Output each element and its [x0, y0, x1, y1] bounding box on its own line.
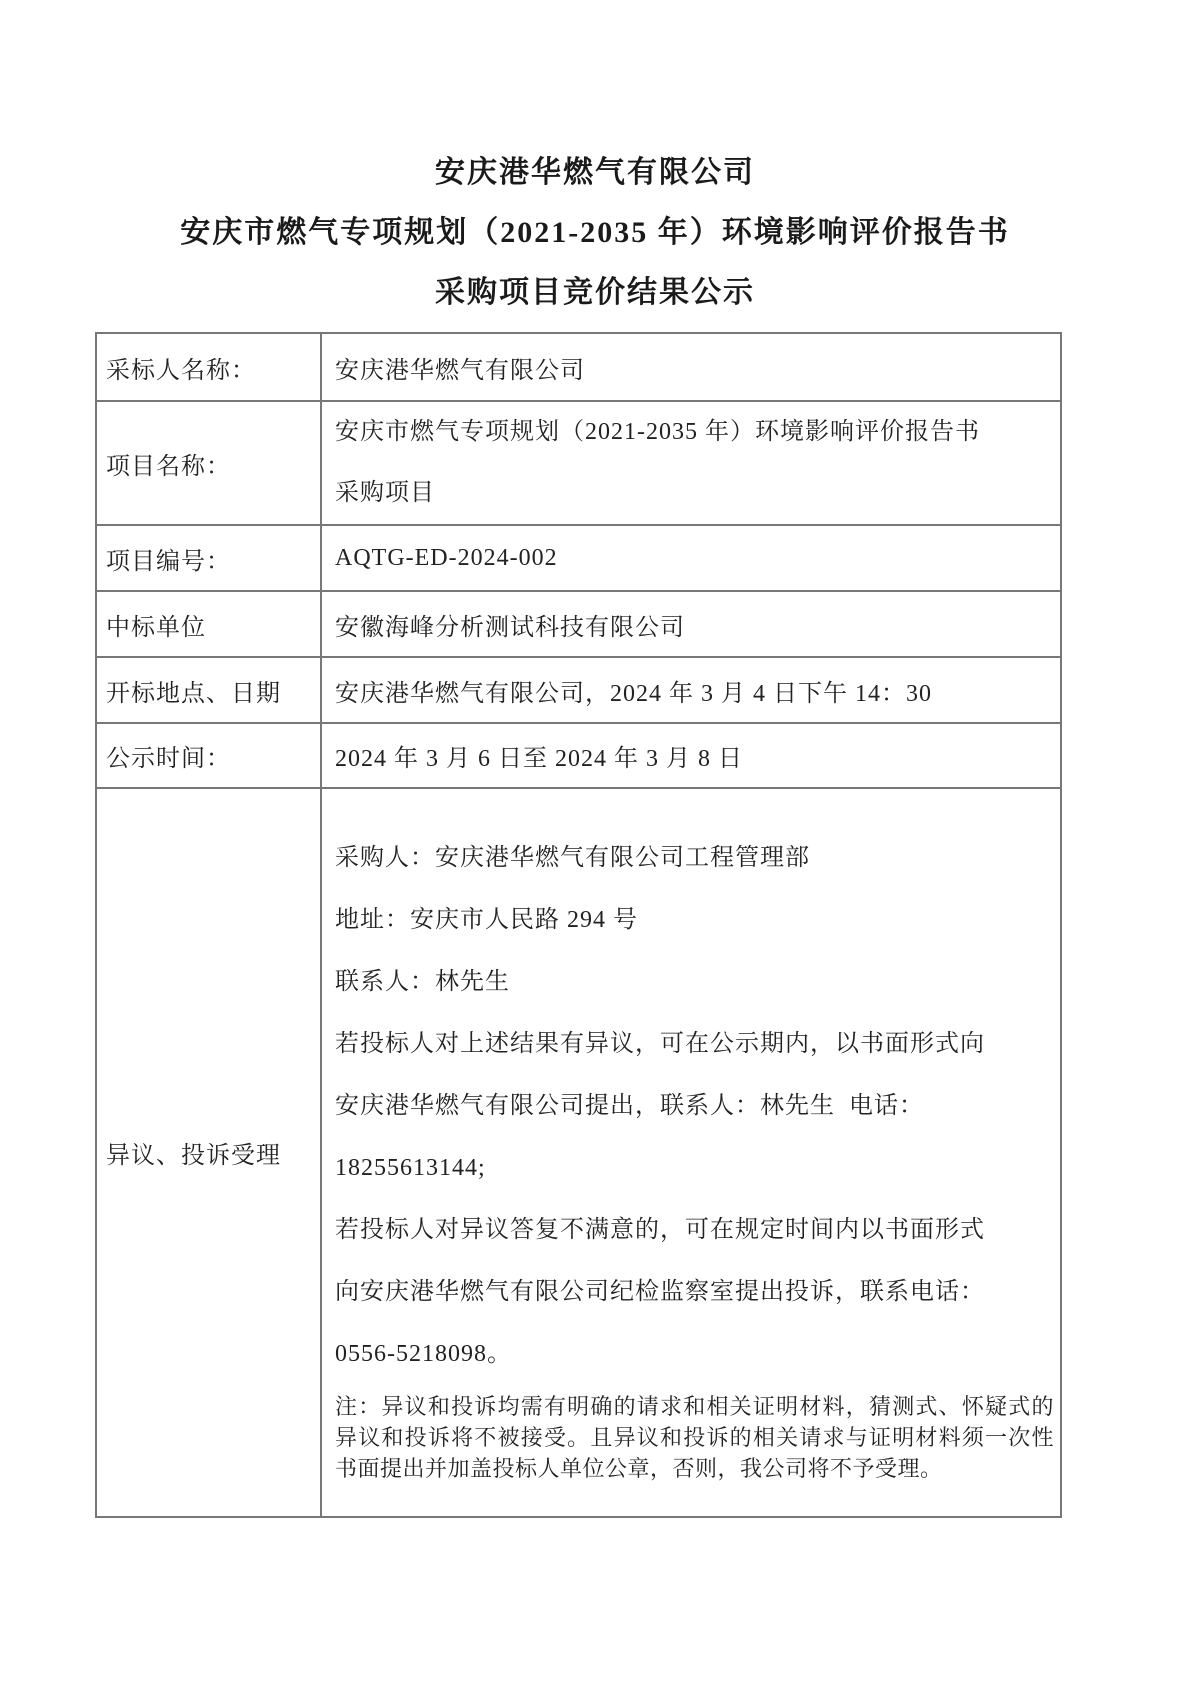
row-label-objection-complaint: 异议、投诉受理 [96, 788, 321, 1517]
title-announcement-type: 采购项目竞价结果公示 [435, 276, 755, 309]
bid-result-table [95, 332, 1062, 1518]
row-label-project-name: 项目名称： [96, 401, 321, 525]
row-value-purchaser: 安庆港华燃气有限公司 [321, 333, 1061, 401]
objection-line-phone: 18255613144; [335, 1155, 486, 1181]
row-value-opening-place-date: 安庆港华燃气有限公司，2024 年 3 月 4 日下午 14：30 [321, 657, 1061, 723]
complaint-line-procedure-1: 若投标人对异议答复不满意的，可在规定时间内以书面形式 [335, 1217, 985, 1243]
table-row-purchaser [96, 333, 1061, 401]
table-row-project-number [96, 525, 1061, 591]
complaint-line-procedure-2: 向安庆港华燃气有限公司纪检监察室提出投诉，联系电话： [335, 1279, 985, 1305]
project-name-line-2: 采购项目 [335, 480, 435, 506]
complaint-line-phone: 0556-5218098。 [335, 1341, 512, 1367]
document-title-block [0, 143, 1190, 323]
table-row-publicity-period [96, 723, 1061, 788]
row-label-project-number: 项目编号： [96, 525, 321, 591]
row-label-winning-bidder: 中标单位 [96, 591, 321, 657]
row-value-project-number: AQTG-ED-2024-002 [321, 525, 1061, 591]
row-value-objection-complaint [321, 788, 1061, 1517]
row-value-project-name [321, 401, 1061, 525]
objection-line-contact: 联系人：林先生 [335, 969, 510, 995]
objection-line-address: 地址：安庆市人民路 294 号 [335, 907, 638, 933]
objection-line-procedure-1: 若投标人对上述结果有异议，可在公示期内，以书面形式向 [335, 1031, 985, 1057]
project-name-line-1: 安庆市燃气专项规划（2021-2035 年）环境影响评价报告书 [335, 419, 980, 445]
table-row-project-name [96, 401, 1061, 525]
table-row-opening-place-date [96, 657, 1061, 723]
row-label-publicity-period: 公示时间： [96, 723, 321, 788]
row-value-winning-bidder: 安徽海峰分析测试科技有限公司 [321, 591, 1061, 657]
objection-line-purchaser-dept: 采购人：安庆港华燃气有限公司工程管理部 [335, 845, 810, 871]
title-company-name: 安庆港华燃气有限公司 [435, 156, 755, 189]
table-row-objection-complaint [96, 788, 1061, 1517]
table-row-winning-bidder [96, 591, 1061, 657]
objection-note: 注：异议和投诉均需有明确的请求和相关证明材料，猜测式、怀疑式的异议和投诉将不被接受。且异议和投诉的相关请求与证明材料须一次性书面提出并加盖投标人单位公章，否则，我公司将不予受理。 [335, 1394, 1054, 1481]
row-label-opening-place-date: 开标地点、日期 [96, 657, 321, 723]
row-value-publicity-period: 2024 年 3 月 6 日至 2024 年 3 月 8 日 [321, 723, 1061, 788]
objection-line-procedure-2: 安庆港华燃气有限公司提出，联系人：林先生 电话： [335, 1093, 924, 1119]
row-label-purchaser: 采标人名称： [96, 333, 321, 401]
title-project-name: 安庆市燃气专项规划（2021-2035 年）环境影响评价报告书 [180, 216, 1010, 249]
